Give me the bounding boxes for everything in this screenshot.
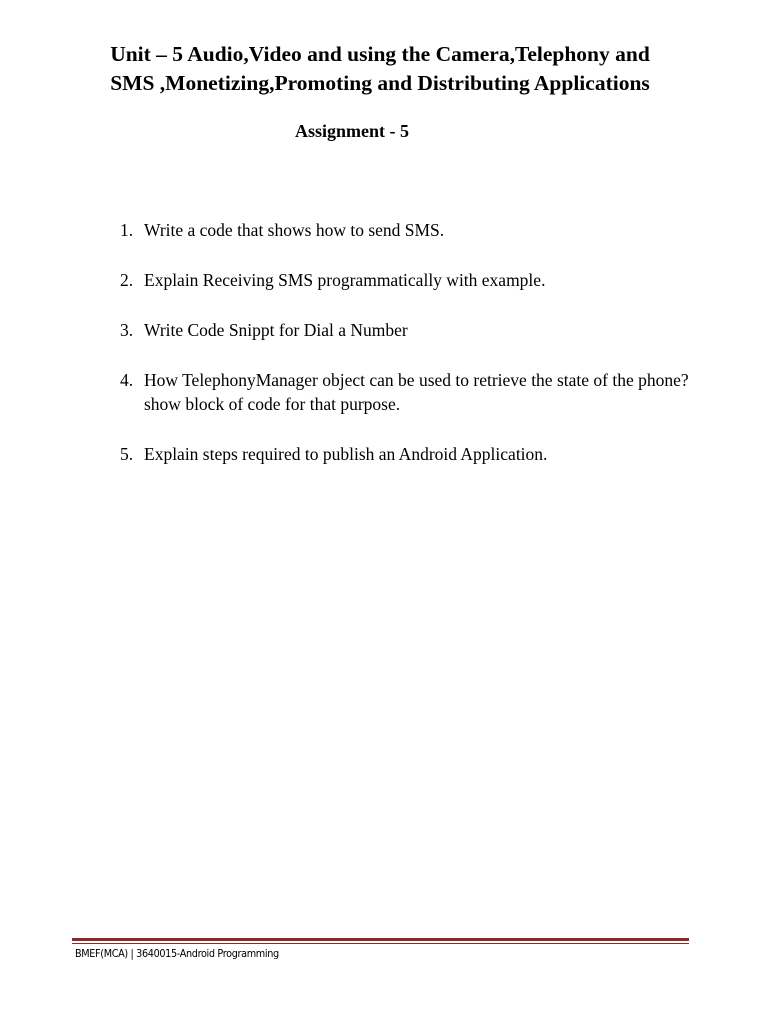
unit-title-line-2: SMS ,Monetizing,Promoting and Distributing Applications: [110, 71, 650, 95]
page-footer: BMEF(MCA) | 3640015-Android Programming: [75, 947, 279, 960]
question-number: 1.: [120, 220, 134, 240]
question-list: [120, 218, 700, 492]
footer-rule-thin: [72, 943, 689, 944]
question-text: Explain Receiving SMS programmatically with example.: [144, 270, 546, 290]
question-text: Write a code that shows how to send SMS.: [144, 220, 445, 240]
question-number: 4.: [120, 370, 134, 390]
unit-title-line-1: Unit – 5 Audio,Video and using the Camera,Telephony and: [110, 42, 650, 66]
question-number: 3.: [120, 320, 134, 340]
question-number: 5.: [120, 444, 134, 464]
question-text: Explain steps required to publish an Android Application.: [144, 444, 548, 464]
question-text: Write Code Snippt for Dial a Number: [144, 320, 408, 340]
question-text: How TelephonyManager object can be used to retrieve the state of the phone?show block of code for that purpose.: [144, 370, 689, 414]
question-item: [120, 318, 700, 342]
question-item: [120, 268, 700, 292]
question-number: 2.: [120, 270, 134, 290]
unit-title: [60, 40, 700, 98]
footer-rule: [72, 938, 689, 941]
question-item: [120, 442, 700, 466]
question-item: [120, 218, 700, 242]
assignment-heading: Assignment - 5: [294, 121, 409, 141]
question-item: [120, 368, 700, 416]
